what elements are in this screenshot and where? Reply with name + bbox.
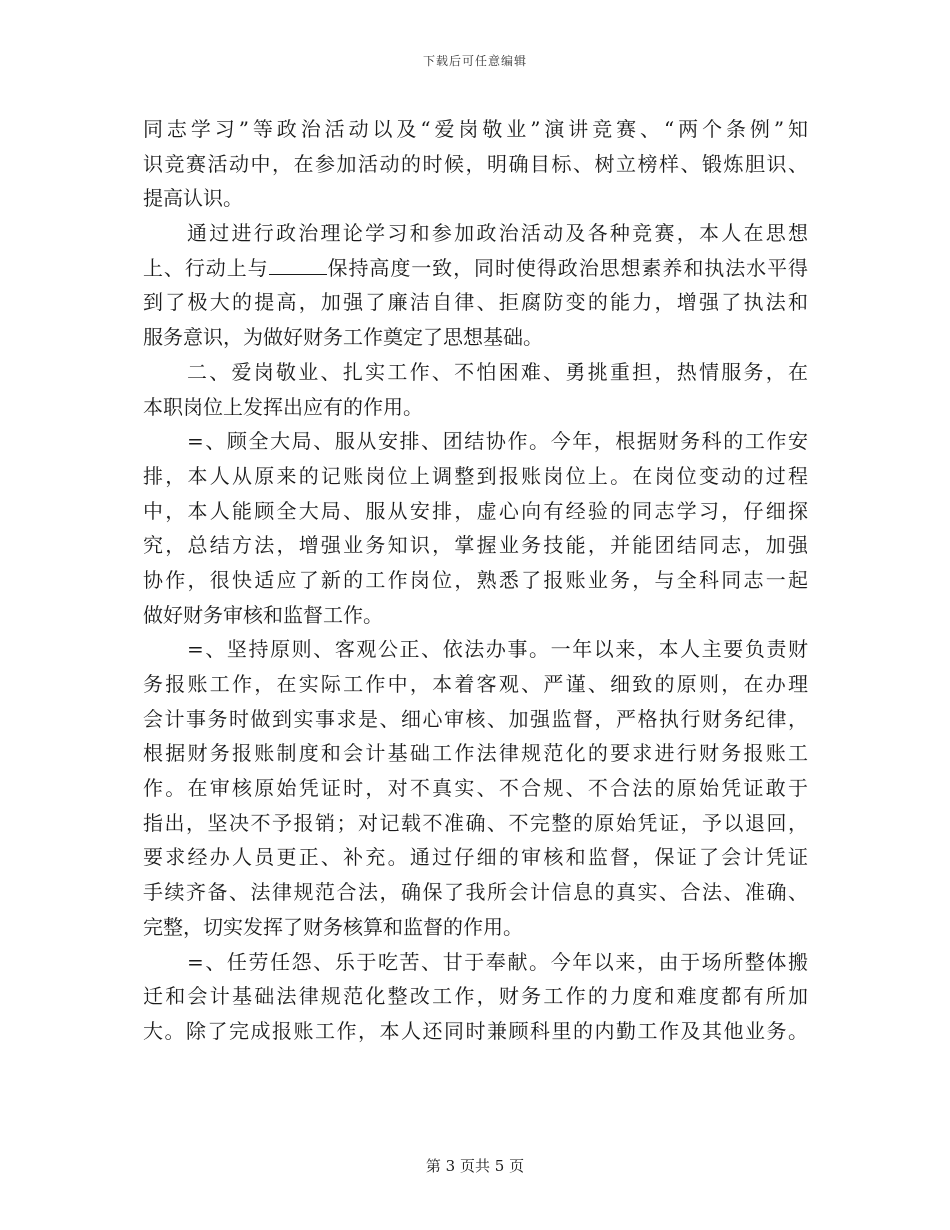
paragraph-line: 做好财务审核和监督工作。 bbox=[143, 602, 383, 627]
paragraph-line: 中，本人能顾全大局、服从安排，虚心向有经验的同志学习，仔细探 bbox=[143, 498, 808, 523]
paragraph-line: 迁和会计基础法律规范化整改工作，财务工作的力度和难度都有所加 bbox=[143, 984, 808, 1009]
section-heading-line: 二、爱岗敬业、扎实工作、不怕困难、勇挑重担，热情服务，在 bbox=[187, 359, 808, 384]
paragraph-line: 作。在审核原始凭证时，对不真实、不合规、不合法的原始凭证敢于 bbox=[143, 776, 808, 801]
paragraph-line: 根据财务报账制度和会计基础工作法律规范化的要求进行财务报账工 bbox=[143, 741, 808, 766]
paragraph-line: 排，本人从原来的记账岗位上调整到报账岗位上。在岗位变动的过程 bbox=[143, 463, 808, 488]
paragraph-line: 大。除了完成报账工作，本人还同时兼顾科里的内勤工作及其他业务。 bbox=[143, 1018, 808, 1043]
paragraph-line: 务报账工作，在实际工作中，本着客观、严谨、细致的原则，在办理 bbox=[143, 672, 808, 696]
document-body bbox=[143, 112, 808, 1049]
fill-in-blank bbox=[269, 256, 327, 275]
line-text: 保持高度一致，同时使得政治思想素养和执法水平得 bbox=[326, 255, 809, 280]
paragraph-line: 到了极大的提高，加强了廉洁自律、拒腐防变的能力，增强了执法和 bbox=[143, 290, 808, 315]
paragraph-line: =、任劳任怨、乐于吃苦、甘于奉献。今年以来，由于场所整体搬 bbox=[187, 949, 808, 974]
paragraph-line: =、顾全大局、服从安排、团结协作。今年，根据财务科的工作安 bbox=[187, 429, 808, 454]
paragraph-line: 完整，切实发挥了财务核算和监督的作用。 bbox=[143, 914, 523, 939]
paragraph-line: 协作，很快适应了新的工作岗位，熟悉了报账业务，与全科同志一起 bbox=[143, 567, 808, 592]
paragraph-line: 指出，坚决不予报销；对记载不准确、不完整的原始凭证，予以退回， bbox=[143, 810, 808, 835]
paragraph-line: 识竞赛活动中，在参加活动的时候，明确目标、树立榜样、锻炼胆识、 bbox=[143, 151, 808, 176]
line-text: 上、行动上与 bbox=[143, 255, 269, 280]
paragraph-line: 服务意识，为做好财务工作奠定了思想基础。 bbox=[143, 325, 543, 350]
section-heading-line: 本职岗位上发挥出应有的作用。 bbox=[143, 394, 423, 419]
paragraph-line: 会计事务时做到实事求是、细心审核、加强监督，严格执行财务纪律， bbox=[143, 706, 808, 731]
paragraph-line: 同志学习”等政治活动以及“爱岗敬业”演讲竞赛、“两个条例”知 bbox=[143, 117, 808, 141]
paragraph-line bbox=[143, 251, 808, 286]
paragraph-line: 要求经办人员更正、补充。通过仔细的审核和监督，保证了会计凭证 bbox=[143, 845, 808, 870]
paragraph-line: 提高认识。 bbox=[143, 186, 243, 211]
page-number: 第 3 页共 5 页 bbox=[425, 1157, 525, 1175]
paragraph-line: 通过进行政治理论学习和参加政治活动及各种竞赛，本人在思想 bbox=[187, 221, 808, 246]
page-header: 下载后可任意编辑 bbox=[422, 54, 527, 68]
paragraph-line: 究，总结方法，增强业务知识，掌握业务技能，并能团结同志，加强 bbox=[143, 533, 808, 558]
paragraph-line: 手续齐备、法律规范合法，确保了我所会计信息的真实、合法、准确、 bbox=[143, 880, 808, 905]
paragraph-line: =、坚持原则、客观公正、依法办事。一年以来，本人主要负责财 bbox=[187, 637, 808, 662]
